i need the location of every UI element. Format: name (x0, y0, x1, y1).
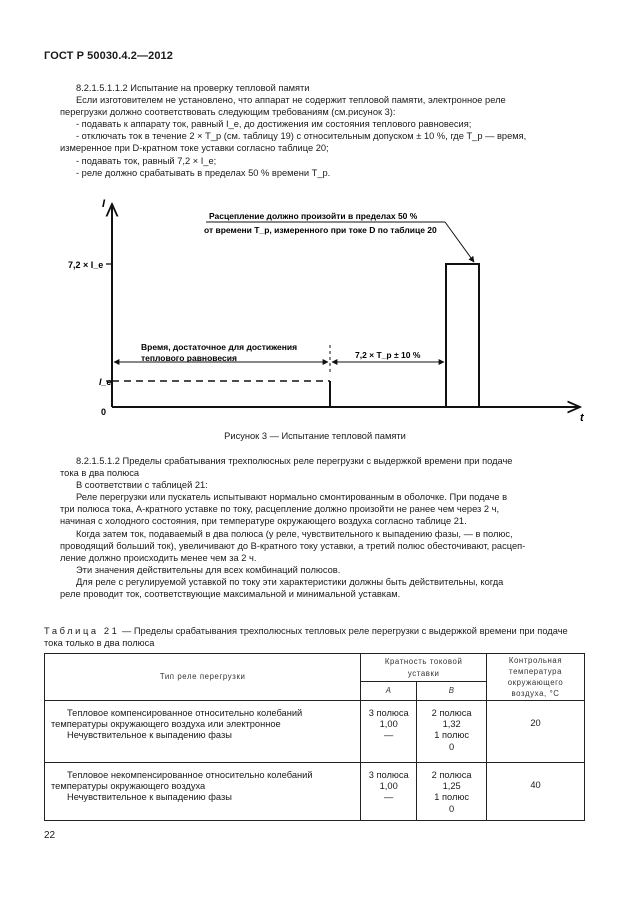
relay-type-description: Тепловое некомпенсированное относительно колебаний температуры окружающего воздуха (51, 770, 313, 792)
text-line: Эти значения действительны для всех комбинаций полюсов. (76, 564, 341, 575)
y-tick-label-high: 7,2 × I_e (68, 260, 104, 270)
clause-heading: 8.2.1.5.1.2 Пределы срабатывания трехполюсных реле перегрузки с выдержкой времени при подаче (76, 456, 513, 466)
table-title (44, 625, 586, 649)
header-current-ratio: Кратность токовой уставки (361, 654, 487, 682)
text-line: ление должно происходить менее чем за 2 ч. (60, 552, 257, 563)
list-item: - подавать ток, равный 7,2 × I_e; (76, 155, 217, 166)
y-axis-label: I (102, 198, 106, 210)
text-line: реле проводит ток, соответствующие максимальной и минимальной уставкам. (60, 589, 401, 600)
text-line: тока в два полюса (60, 468, 140, 479)
ratio-value: 1,25 (442, 781, 461, 792)
header-relay-type: Тип реле перегрузки (45, 654, 361, 701)
header-col-b: В (417, 682, 487, 701)
text-line: измеренное при D-кратном токе уставки согласно таблице 20; (60, 143, 329, 154)
poles-value: 3 полюса (368, 770, 409, 780)
poles-value: 2 полюса (431, 708, 472, 718)
text-line: Когда затем ток, подаваемый в два полюса (у реле, чувствительного к выпадению фазы, — в полюс, (76, 528, 513, 539)
ratio-a-cell (361, 701, 417, 763)
list-item: - подавать к аппарату ток, равный I_e, до достижения им состояния теплового равновесия; (76, 119, 472, 130)
text-line: Реле перегрузки или пускатель испытывают нормально смонтированным в оболочке. При подаче в (76, 492, 508, 503)
header-col-a: А (361, 682, 417, 701)
ratio-value: 1,00 (379, 719, 398, 730)
relay-type-cell (45, 701, 361, 763)
annotation-line1: Расцепление должно произойти в пределах 50 % (209, 211, 418, 221)
page-number: 22 (44, 830, 56, 841)
annotation-pointer (445, 222, 474, 262)
ratio-value: 0 (449, 803, 455, 814)
relay-type-phase: Нечувствительное к выпадению фазы (67, 730, 232, 741)
ratio-value: 1,00 (379, 781, 398, 792)
table-title-text: — Пределы срабатывания трехполюсных тепловых реле перегрузки с выдержкой времени при подаче тока только в два полюса (44, 626, 568, 649)
ratio-a-cell (361, 763, 417, 821)
table-row (45, 763, 585, 821)
relay-type-description: Тепловое компенсированное относительно колебаний температуры окружающего воздуха или электронное (51, 708, 303, 730)
header-ambient-temperature: Контрольная температура окружающего воздуха, °С (487, 654, 585, 701)
ratio-value: 1,32 (442, 719, 461, 730)
ratio-value: — (384, 792, 394, 803)
off-interval-label: 7,2 × T_p ± 10 % (355, 350, 421, 360)
interval-label-line1: Время, достаточное для достижения (141, 342, 298, 352)
clause-heading: 8.2.1.5.1.1.2 Испытание на проверку тепловой памяти (76, 83, 310, 93)
ratio-b-cell (417, 763, 487, 821)
temperature-cell: 40 (487, 763, 585, 821)
relay-type-cell (45, 763, 361, 821)
relay-type-phase: Нечувствительное к выпадению фазы (67, 792, 232, 803)
table-21 (44, 653, 585, 821)
list-item: - отключать ток в течение 2 × T_p (см. таблицу 19) с относительным допуском ± 10 %, где T_p — время, (76, 131, 527, 142)
text-line: Если изготовителем не установлено, что аппарат не содержит тепловой памяти, электронное реле (76, 95, 506, 106)
x-axis-label: t (580, 412, 584, 424)
y-tick-label-low: I_e (99, 377, 112, 387)
text-line: проводящий больший ток), увеличивают до В-кратного току уставки, а третий полюс обесточивают, расцеп- (60, 540, 526, 551)
interval-label-line2: теплового равновесия (141, 353, 237, 363)
text-line: Для реле с регулируемой уставкой по току эти характеристики должны быть действительны, когда (76, 576, 504, 587)
annotation-line2: от времени T_p, измеренного при токе D по таблице 20 (204, 225, 437, 235)
document-header: ГОСТ Р 50030.4.2—2012 (44, 50, 173, 62)
section-8-2-1-5-1-2 (60, 455, 585, 600)
poles-value: 1 полюс (434, 730, 470, 741)
ratio-value: — (384, 730, 394, 741)
origin-label: 0 (101, 407, 107, 417)
ratio-b-cell (417, 701, 487, 763)
poles-value: 3 полюса (368, 708, 409, 718)
text-line: три полюса тока, А-кратного уставке по току, расцепление должно произойти не ранее чем через 2 ч, (60, 504, 500, 515)
text-line: В соответствии с таблицей 21: (76, 480, 208, 491)
table-number: Таблица 21 (44, 626, 120, 636)
figure-caption: Рисунок 3 — Испытание тепловой памяти (224, 431, 406, 441)
table-row (45, 701, 585, 763)
list-item: - реле должно срабатывать в пределах 50 % времени T_p. (76, 167, 331, 178)
text-line: начиная с холодного состояния, при температуре окружающего воздуха согласно таблице 21. (60, 516, 467, 527)
poles-value: 2 полюса (431, 770, 472, 780)
poles-value: 1 полюс (434, 792, 470, 803)
figure-3-diagram (0, 0, 630, 445)
text-line: перегрузки должно соответствовать следующим требованиям (см.рисунок 3): (60, 107, 396, 118)
test-current-pulse (446, 264, 479, 407)
ratio-value: 0 (449, 741, 455, 752)
temperature-cell: 20 (487, 701, 585, 763)
